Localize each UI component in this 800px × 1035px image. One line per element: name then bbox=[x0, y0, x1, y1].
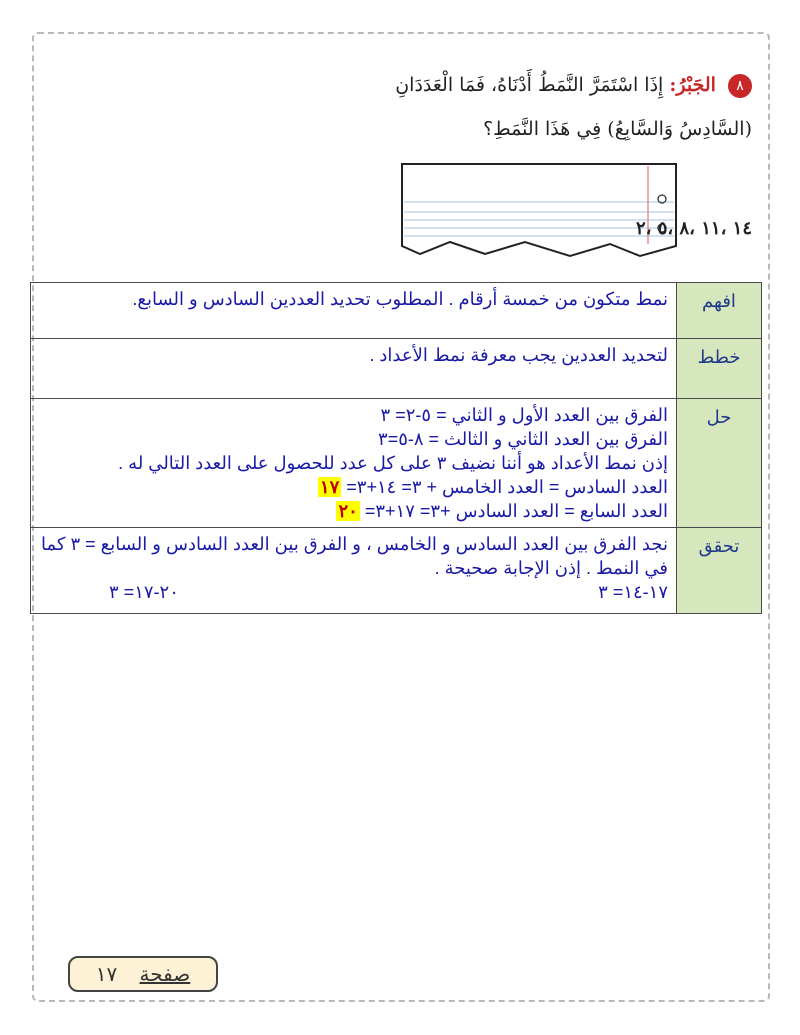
page-number: ١٧ bbox=[95, 962, 118, 986]
plan-text: لتحديد العددين يجب معرفة نمط الأعداد . bbox=[31, 339, 677, 399]
solve-line-1: الفرق بين العدد الأول و الثاني = ٥-٢= ٣ bbox=[380, 405, 668, 425]
seventh-number-answer: ٢٠ bbox=[338, 501, 358, 521]
step-label-verify: تحقق bbox=[677, 528, 762, 614]
step-label-understand: افهم bbox=[677, 283, 762, 339]
step-label-solve: حل bbox=[677, 399, 762, 528]
understand-text: نمط متكون من خمسة أرقام . المطلوب تحديد العددين السادس و السابع. bbox=[31, 283, 677, 339]
subject-label: الجَبْرُ: bbox=[669, 74, 716, 96]
verify-calc-1: ١٧-١٤= ٣ bbox=[598, 582, 668, 602]
row-solve bbox=[31, 399, 762, 528]
seventh-number-equation: العدد السابع = العدد السادس +٣= ١٧+٣= bbox=[364, 501, 668, 521]
problem-question-part2: (السَّادِسُ وَالسَّابِعُ) فِي هَذَا النَّمَطِ؟ bbox=[483, 118, 752, 140]
row-verify bbox=[31, 528, 762, 614]
solve-line-5 bbox=[39, 499, 668, 523]
sixth-number-equation: العدد السادس = العدد الخامس + ٣= ١٤+٣= bbox=[346, 477, 668, 497]
solve-content bbox=[31, 399, 677, 528]
verify-text: نجد الفرق بين العدد السادس و الخامس ، و الفرق بين العدد السادس و السابع = ٣ كما في النمط . إذن الإجابة صحيحة . bbox=[41, 534, 668, 578]
problem-question-part1: إِذَا اسْتَمَرَّ النَّمَطُ أَدْنَاهُ، فَمَا الْعَدَدَانِ bbox=[395, 74, 664, 96]
page-word: صفحة bbox=[139, 962, 191, 986]
notepad-illustration bbox=[400, 162, 753, 262]
pattern-sequence: ١٤ ،١١ ،٨ ،٥ ،٢ bbox=[636, 218, 753, 239]
problem-number-badge: ٨ bbox=[728, 74, 752, 98]
verify-calculations bbox=[39, 580, 668, 604]
sixth-number-answer: ١٧ bbox=[319, 477, 340, 497]
step-label-plan: خطط bbox=[677, 339, 762, 399]
row-plan bbox=[31, 339, 762, 399]
solve-line-2: الفرق بين العدد الثاني و الثالث = ٨-٥=٣ bbox=[378, 429, 668, 449]
solve-line-3: إذن نمط الأعداد هو أننا نضيف ٣ على كل عدد للحصول على العدد التالي له . bbox=[118, 453, 668, 473]
solution-table bbox=[30, 282, 762, 614]
problem-line-2 bbox=[483, 118, 752, 140]
row-understand bbox=[31, 283, 762, 339]
page-number-badge bbox=[68, 956, 218, 992]
problem-line-1 bbox=[395, 74, 752, 98]
verify-content bbox=[31, 528, 677, 614]
solve-line-4 bbox=[39, 475, 668, 499]
verify-calc-2: ٢٠-١٧= ٣ bbox=[109, 582, 179, 602]
